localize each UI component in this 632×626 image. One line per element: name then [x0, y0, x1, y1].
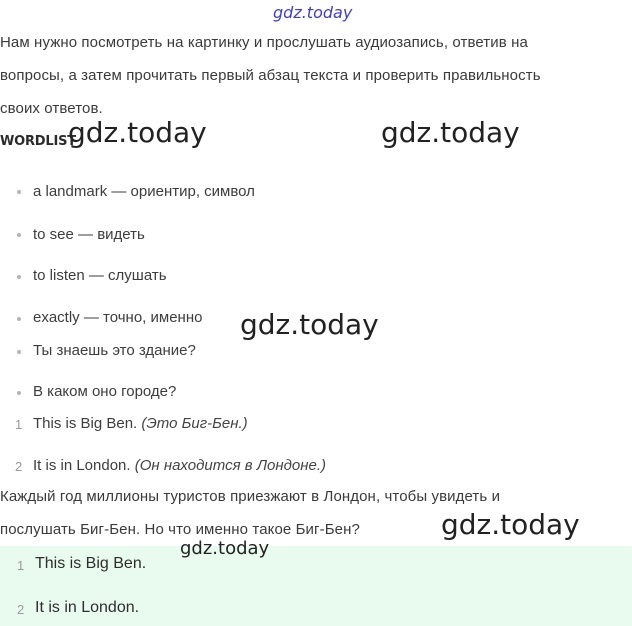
bullet-dot	[17, 317, 21, 321]
bullet-dot	[17, 391, 21, 395]
wordlist-item: to listen — слушать	[33, 267, 167, 284]
wordlist-item: a landmark — ориентир, символ	[33, 183, 255, 200]
russian-translation: (Это Биг-Бен.)	[141, 415, 248, 432]
question-item: В каком оно городе?	[33, 383, 177, 400]
wordlist-item: exactly — точно, именно	[33, 309, 203, 326]
list-item	[33, 415, 248, 432]
list-item	[33, 457, 326, 474]
paragraph-line-2: послушать Биг-Бен. Но что именно такое Биг-Бен?	[0, 521, 360, 538]
intro-line-3: своих ответов.	[0, 100, 103, 117]
answer-block	[0, 546, 632, 626]
watermark-middle: gdz.today	[240, 308, 379, 341]
answer-number: 2	[17, 602, 25, 617]
bullet-dot	[17, 275, 21, 279]
wordlist-item: to see — видеть	[33, 226, 145, 243]
bullet-dot	[17, 350, 21, 354]
question-item: Ты знаешь это здание?	[33, 342, 196, 359]
bullet-dot	[17, 233, 21, 237]
watermark-top: gdz.today	[273, 3, 353, 22]
intro-line-1: Нам нужно посмотреть на картинку и прослушать аудиозапись, ответив на	[0, 34, 528, 51]
paragraph-line-1: Каждый год миллионы туристов приезжают в Лондон, чтобы увидеть и	[0, 488, 501, 505]
watermark-wordlist-left: gdz.today	[68, 116, 207, 149]
english-sentence: This is Big Ben.	[33, 415, 138, 432]
answer-text: It is in London.	[35, 599, 140, 616]
wordlist-heading: WORDLIST	[0, 134, 76, 149]
list-number: 1	[15, 417, 23, 432]
answer-number: 1	[17, 558, 25, 573]
answer-text: This is Big Ben.	[35, 555, 147, 572]
russian-translation: (Он находится в Лондоне.)	[134, 457, 327, 474]
bullet-dot	[17, 190, 21, 194]
watermark-wordlist-right: gdz.today	[381, 116, 520, 149]
watermark-paragraph: gdz.today	[441, 508, 580, 541]
watermark-answers: gdz.today	[180, 538, 270, 559]
intro-line-2: вопросы, а затем прочитать первый абзац текста и проверить правильность	[0, 67, 541, 84]
english-sentence: It is in London.	[33, 457, 131, 474]
list-number: 2	[15, 459, 23, 474]
